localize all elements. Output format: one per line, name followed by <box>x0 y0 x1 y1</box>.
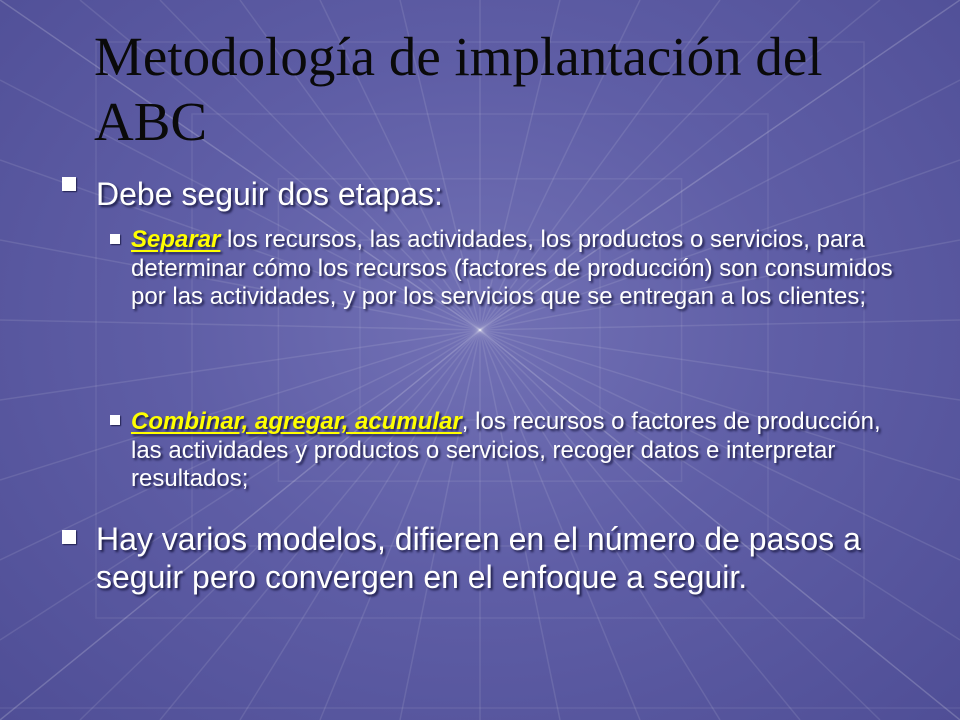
sub-bullet-separar <box>131 226 911 312</box>
slide-title: Metodología de implantación del ABC <box>94 26 823 152</box>
sub-bullet-separar-text: los recursos, las actividades, los productos o servicios, para determinar cómo los recursos (factores de producción) son consumidos por las actividades, y por los servicios que se entregan a los clientes; <box>131 226 893 310</box>
sub-bullet-combinar <box>131 408 911 494</box>
bullet-etapas: Debe seguir dos etapas: <box>96 176 443 212</box>
square-bullet-icon <box>62 177 76 191</box>
bullet-modelos: Hay varios modelos, difieren en el número de pasos a seguir pero convergen en el enfoque a seguir. <box>96 521 861 595</box>
sub-bullet-combinar-text: , los recursos o factores de producción, las actividades y productos o servicios, recoger datos e interpretar resultados; <box>131 408 881 492</box>
highlight-combinar: Combinar, agregar, acumular <box>131 408 462 435</box>
square-bullet-icon <box>62 530 76 544</box>
highlight-separar: Separar <box>131 226 221 253</box>
square-bullet-icon <box>110 234 120 244</box>
square-bullet-icon <box>110 415 120 425</box>
